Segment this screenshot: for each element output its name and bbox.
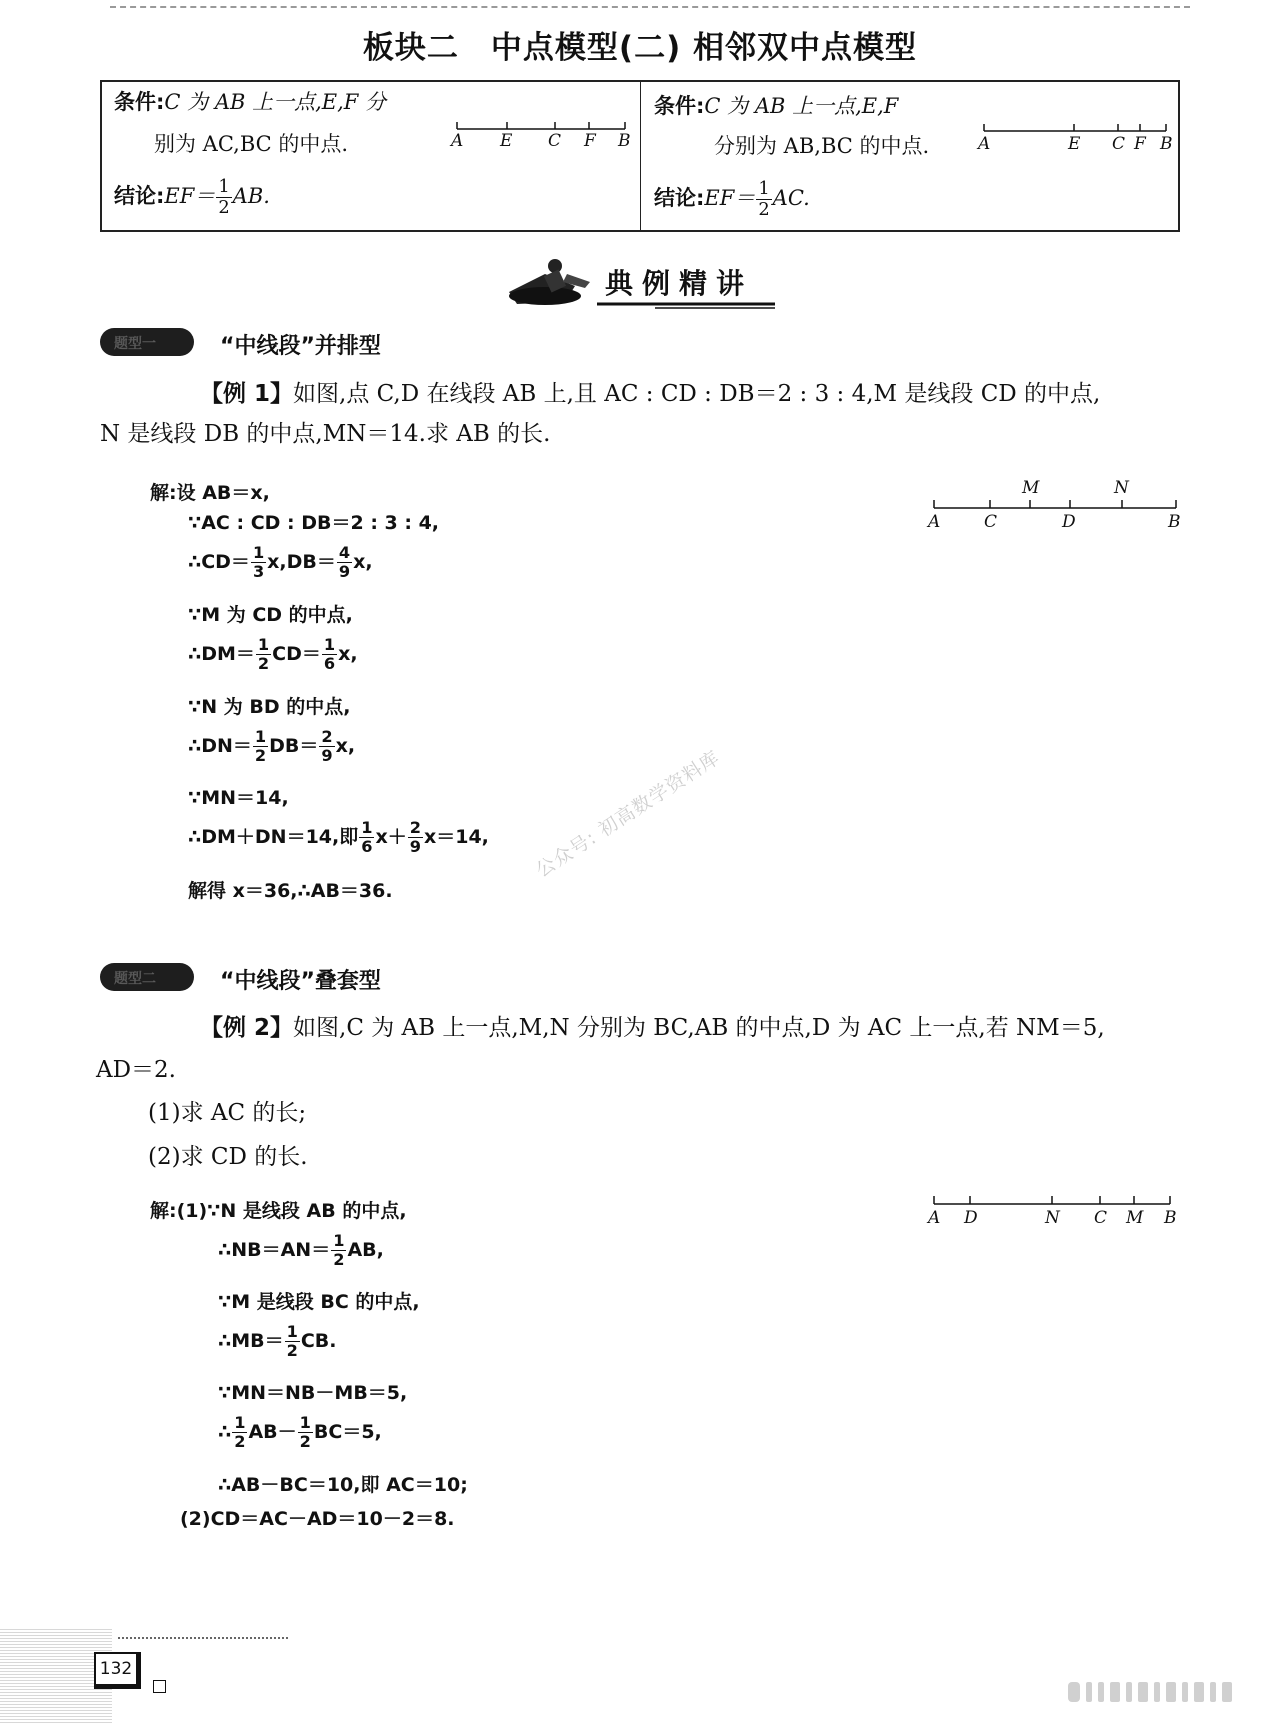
- right-condition-line1: C 为 AB 上一点,E,F: [704, 94, 899, 118]
- ex1-point-b: B: [1168, 512, 1181, 532]
- ex2-point-c: C: [1094, 1208, 1108, 1228]
- type1-tag: [100, 328, 194, 356]
- fraction-1-2: [253, 729, 268, 764]
- left-point-a: A: [451, 131, 464, 151]
- sol1-l3-part-a: ∴CD＝: [188, 551, 250, 574]
- fraction-denominator: 2: [299, 1432, 311, 1452]
- left-condition-line2: 别为 AC,BC 的中点.: [154, 132, 349, 156]
- ex2-point-n: N: [1045, 1208, 1060, 1228]
- right-conclusion: [654, 178, 810, 219]
- type2-title: “中线段”叠套型: [220, 969, 381, 994]
- fraction-1-2: [256, 637, 271, 672]
- right-condition: [654, 86, 898, 126]
- watermark: 公众号: 初高数学资料库: [532, 746, 725, 882]
- example1-text-line1: 如图,点 C,D 在线段 AB 上,且 AC : CD : DB＝2 : 3 : 4,M 是线段 CD 的中点,: [293, 381, 1101, 407]
- left-condition-line1: C 为 AB 上一点,E,F 分: [164, 90, 387, 114]
- left-point-e: E: [500, 131, 513, 151]
- sol1-l9-part-a: ∴DM＋DN＝14,即: [188, 826, 359, 849]
- right-conclusion-label: 结论:: [654, 186, 705, 210]
- ex1-point-n: N: [1114, 478, 1129, 498]
- fraction-numerator: 1: [299, 1413, 311, 1432]
- ex1-point-c: C: [984, 512, 998, 532]
- left-conclusion: [114, 176, 270, 217]
- sol1-line5: [188, 637, 358, 672]
- type1-tag-text: 题型一: [114, 336, 156, 352]
- fraction-1-2: [331, 1233, 346, 1268]
- example1-segment-figure: [930, 488, 1180, 518]
- model-table-divider: [640, 80, 641, 232]
- example2-text-line1: 如图,C 为 AB 上一点,M,N 分别为 BC,AB 的中点,D 为 AC 上一点,若 NM＝5,: [293, 1015, 1105, 1041]
- left-point-c: C: [548, 131, 562, 151]
- fraction-denominator: 2: [758, 199, 770, 220]
- fraction-denominator: 3: [252, 562, 265, 582]
- sol2-line5: ∵MN＝NB－MB＝5,: [218, 1382, 408, 1404]
- fraction-numerator: 1: [333, 1231, 345, 1250]
- sol1-line8: ∵MN＝14,: [188, 787, 289, 809]
- sol2-line8: (2)CD＝AC－AD＝10－2＝8.: [180, 1508, 455, 1530]
- sol2-l4-part-b: CB.: [300, 1330, 337, 1353]
- right-condition-label: 条件:: [654, 94, 705, 118]
- ex2-point-b: B: [1164, 1208, 1177, 1228]
- sol1-l7-part-a: ∴DN＝: [188, 735, 252, 758]
- fraction-numerator: 1: [254, 727, 267, 746]
- sol1-l5-part-c: x,: [338, 643, 358, 666]
- sol2-l6-part-c: BC＝5,: [313, 1421, 382, 1444]
- fraction-1-6: [322, 637, 337, 672]
- sol1-line4: ∵M 为 CD 的中点,: [188, 604, 353, 626]
- sol1-line3: [188, 545, 373, 580]
- fraction-denominator: 6: [361, 837, 373, 857]
- sol1-line6: ∵N 为 BD 的中点,: [188, 696, 351, 718]
- ex2-point-m: M: [1126, 1208, 1144, 1228]
- fraction-denominator: 2: [257, 654, 270, 674]
- sol1-l9-part-c: x＝14,: [423, 826, 489, 849]
- left-point-b: B: [618, 131, 631, 151]
- fraction-numerator: 1: [257, 635, 270, 654]
- example2-question1: (1)求 AC 的长;: [148, 1100, 307, 1126]
- type2-tag: [100, 963, 194, 991]
- square-icon: [153, 1680, 166, 1693]
- example1-problem-line1: [200, 374, 1100, 414]
- fraction-denominator: 2: [218, 197, 230, 218]
- fraction-4-9: [337, 545, 352, 580]
- fraction-denominator: 2: [333, 1250, 345, 1270]
- example2-question2: (2)求 CD 的长.: [148, 1144, 308, 1170]
- fraction-numerator: 1: [286, 1322, 298, 1341]
- fraction-1-2: [232, 1415, 247, 1450]
- ex2-point-d: D: [964, 1208, 978, 1228]
- sol2-line7: ∴AB－BC＝10,即 AC＝10;: [218, 1474, 468, 1496]
- sol2-l2-part-b: AB,: [347, 1239, 384, 1262]
- sol1-l9-part-b: x＋: [375, 826, 407, 849]
- sol1-l5-part-b: CD＝: [272, 643, 321, 666]
- sol2-l2-part-a: ∴NB＝AN＝: [218, 1239, 331, 1262]
- fraction-denominator: 6: [323, 654, 336, 674]
- left-condition: [114, 82, 386, 122]
- page-title: 板块二 中点模型(二) 相邻双中点模型: [362, 30, 918, 66]
- sol1-line10: 解得 x＝36,∴AB＝36.: [188, 880, 393, 902]
- sol2-l4-part-a: ∴MB＝: [218, 1330, 284, 1353]
- fraction-denominator: 9: [409, 837, 421, 857]
- right-point-c: C: [1112, 134, 1126, 154]
- fraction-denominator: 2: [234, 1432, 246, 1452]
- sol1-l5-part-a: ∴DM＝: [188, 643, 255, 666]
- sol1-line7: [188, 729, 355, 764]
- fraction-1-2: [298, 1415, 313, 1450]
- fraction-1-3: [251, 545, 266, 580]
- fraction-numerator: 1: [323, 635, 336, 654]
- top-dashed-rule: [110, 0, 1190, 8]
- fraction-numerator: 2: [409, 818, 421, 837]
- ex1-point-d: D: [1062, 512, 1076, 532]
- example1-problem-line2: N 是线段 DB 的中点,MN＝14.求 AB 的长.: [100, 421, 551, 447]
- left-conclusion-label: 结论:: [114, 184, 165, 208]
- right-conclusion-rhs: AC.: [772, 186, 810, 210]
- example2-label: 【例 2】: [200, 1015, 294, 1041]
- sol2-line2: [218, 1233, 384, 1268]
- fraction-denominator: 2: [254, 746, 267, 766]
- sol1-l3-part-c: x,: [353, 551, 373, 574]
- right-conclusion-fraction: [756, 180, 771, 219]
- right-condition-line2: 分别为 AB,BC 的中点.: [714, 134, 930, 158]
- sol1-line1: 解:设 AB＝x,: [150, 482, 270, 504]
- fraction-numerator: 1: [218, 176, 230, 198]
- sol2-line6: [218, 1415, 382, 1450]
- sol1-l3-part-b: x,DB＝: [267, 551, 336, 574]
- left-conclusion-fraction: [216, 178, 231, 217]
- fraction-2-9: [408, 820, 423, 855]
- footer-dotted-rule: [118, 1637, 288, 1639]
- type2-tag-text: 题型二: [114, 971, 156, 987]
- right-point-a: A: [978, 134, 991, 154]
- sol1-line9: [188, 820, 489, 855]
- fraction-denominator: 9: [321, 746, 333, 766]
- sol1-line2: ∵AC : CD : DB＝2 : 3 : 4,: [188, 512, 440, 534]
- sol2-l6-part-a: ∴: [218, 1421, 232, 1444]
- left-point-f: F: [584, 131, 596, 151]
- left-segment-figure: [455, 116, 630, 162]
- example2-problem-line1: [200, 1008, 1105, 1048]
- barcode-icon: [1068, 1680, 1268, 1704]
- example1-label: 【例 1】: [200, 381, 294, 407]
- sol1-l7-part-b: DB＝: [269, 735, 319, 758]
- ex2-point-a: A: [928, 1208, 941, 1228]
- fraction-numerator: 1: [361, 818, 373, 837]
- fraction-denominator: 2: [286, 1341, 298, 1361]
- left-condition-label: 条件:: [114, 90, 165, 114]
- ex1-point-m: M: [1022, 478, 1040, 498]
- fraction-numerator: 2: [321, 727, 333, 746]
- fraction-numerator: 4: [338, 543, 351, 562]
- fraction-1-2: [285, 1324, 300, 1359]
- sol2-line3: ∵M 是线段 BC 的中点,: [218, 1291, 420, 1313]
- page-number: 132: [94, 1652, 141, 1689]
- fraction-numerator: 1: [234, 1413, 246, 1432]
- section-title: 典例精讲: [605, 267, 754, 300]
- sol2-line4: [218, 1324, 337, 1359]
- type1-title: “中线段”并排型: [220, 334, 381, 359]
- right-point-f: F: [1134, 134, 1146, 154]
- fraction-denominator: 9: [338, 562, 351, 582]
- fraction-1-6: [359, 820, 374, 855]
- left-conclusion-rhs: AB.: [232, 184, 270, 208]
- fraction-numerator: 1: [252, 543, 265, 562]
- fraction-2-9: [319, 729, 334, 764]
- fraction-numerator: 1: [758, 178, 770, 200]
- example2-problem-line2: AD＝2.: [96, 1057, 176, 1083]
- right-conclusion-lhs: EF＝: [704, 186, 756, 210]
- right-point-e: E: [1068, 134, 1081, 154]
- left-conclusion-lhs: EF＝: [164, 184, 216, 208]
- right-point-b: B: [1160, 134, 1173, 154]
- sol1-l7-part-c: x,: [335, 735, 356, 758]
- sol2-l6-part-b: AB－: [248, 1421, 297, 1444]
- ex1-point-a: A: [928, 512, 941, 532]
- sol2-line1: 解:(1)∵N 是线段 AB 的中点,: [150, 1200, 407, 1222]
